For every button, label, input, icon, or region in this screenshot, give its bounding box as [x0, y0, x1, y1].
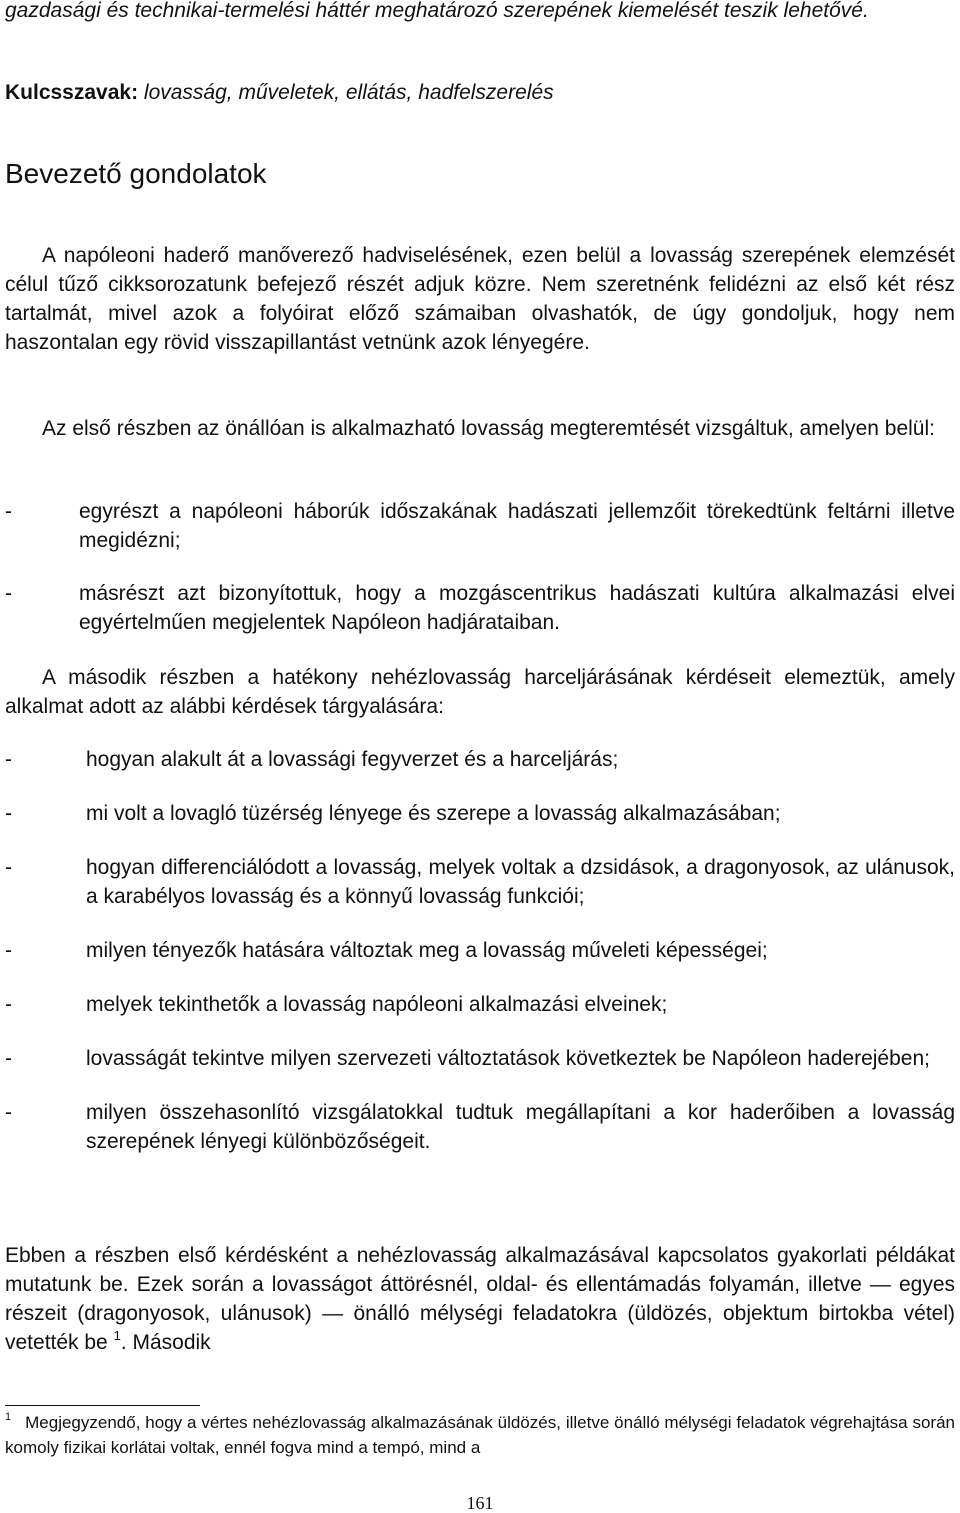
section-heading: Bevezető gondolatok: [5, 158, 267, 189]
list-item: [5, 799, 955, 828]
list-item-text: mi volt a lovagló tüzérség lényege és szerepe a lovasság alkalmazásában;: [86, 802, 781, 825]
list-dash: -: [5, 856, 12, 879]
paragraph-this-part: [5, 1241, 955, 1357]
list-item: [5, 853, 955, 911]
list-item: [5, 745, 955, 774]
list-dash: -: [5, 993, 12, 1016]
list-dash: -: [5, 500, 12, 523]
paragraph-this-part-end: . Második: [120, 1331, 211, 1354]
list-item-text: melyek tekinthetők a lovasság napóleoni alkalmazási elveinek;: [86, 993, 668, 1016]
footnote: [5, 1410, 955, 1460]
list-item: [5, 1044, 955, 1073]
paragraph-intro: A napóleoni haderő manőverező hadviselésének, ezen belül a lovasság szerepének elemzését célul tűző cikksorozatunk befejező részét adjuk közre. Nem szeretnénk felidézni az első két rész tartalmát, mivel azok a folyóirat előző számaiban olvashatók, de úgy gondoljuk, hogy nem haszontalan egy rövid visszapillantást vetnünk azok lényegére.: [5, 244, 955, 354]
list-dash: -: [5, 1047, 12, 1070]
list-item-text: milyen tényezők hatására változtak meg a lovasság műveleti képességei;: [86, 939, 768, 962]
footnote-text: Megjegyzendő, hogy a vértes nehézlovasság alkalmazásának üldözés, illetve önálló mélységi feladatok végrehajtása során komoly fizikai korlátai voltak, ennél fogva mind a tempó, mind a: [5, 1413, 955, 1457]
first-part-list: [5, 497, 955, 637]
keywords-text: lovasság, műveletek, ellátás, hadfelszerelés: [138, 81, 554, 104]
list-dash: -: [5, 802, 12, 825]
list-item: [5, 497, 955, 555]
paragraph-second-part: A második részben a hatékony nehézlovasság harceljárásának kérdéseit elemeztük, amely alkalmat adott az alábbi kérdések tárgyalására:: [5, 666, 955, 718]
list-item-text: hogyan differenciálódott a lovasság, melyek voltak a dzsidások, a dragonyosok, az ulánusok, a karabélyos lovasság és a könnyű lovasság funkciói;: [86, 856, 955, 908]
list-item-text: egyrészt a napóleoni háborúk időszakának hadászati jellemzőit törekedtünk feltárni illetve megidézni;: [79, 500, 955, 552]
list-dash: -: [5, 748, 12, 771]
list-dash: -: [5, 939, 12, 962]
second-part-list: [5, 745, 955, 1156]
list-item-text: másrészt azt bizonyítottuk, hogy a mozgáscentrikus hadászati kultúra alkalmazási elvei egyértelműen megjelentek Napóleon hadjárataiban.: [79, 582, 955, 634]
list-item-text: hogyan alakult át a lovassági fegyverzet és a harceljárás;: [86, 748, 619, 771]
footnote-mark: 1: [5, 1411, 12, 1423]
list-dash: -: [5, 1101, 12, 1124]
footnote-reference[interactable]: 1: [113, 1328, 121, 1343]
paragraph-this-part-text: Ebben a részben első kérdésként a nehézlovasság alkalmazásával kapcsolatos gyakorlati példákat mutatunk be. Ezek során a lovasságot áttörésnél, oldal- és ellentámadás folyamán, illetve — egyes részeit (dragonyosok, ulánusok) — önálló mélységi feladatokra (üldözés, objektum birtokba vétel) vetették be: [5, 1244, 955, 1354]
keywords-label: Kulcsszavak:: [5, 81, 139, 104]
footnote-separator: [5, 1405, 200, 1406]
list-item-text: lovasságát tekintve milyen szervezeti változtatások következtek be Napóleon haderejében;: [86, 1047, 930, 1070]
page-number: 161: [466, 1493, 494, 1513]
list-item: [5, 579, 955, 637]
list-dash: -: [5, 582, 12, 605]
list-item-text: milyen összehasonlító vizsgálatokkal tudtuk megállapítani a kor haderőiben a lovasság szerepének lényegi különbözőségeit.: [86, 1101, 955, 1153]
list-item: [5, 1098, 955, 1156]
keywords-line: [5, 78, 955, 107]
list-item: [5, 990, 955, 1019]
paragraph-first-part: Az első részben az önállóan is alkalmazható lovasság megteremtését vizsgáltuk, amelyen belül:: [42, 417, 935, 440]
list-item: [5, 936, 955, 965]
abstract-tail: gazdasági és technikai-termelési háttér meghatározó szerepének kiemelését teszik lehetővé.: [5, 0, 869, 22]
